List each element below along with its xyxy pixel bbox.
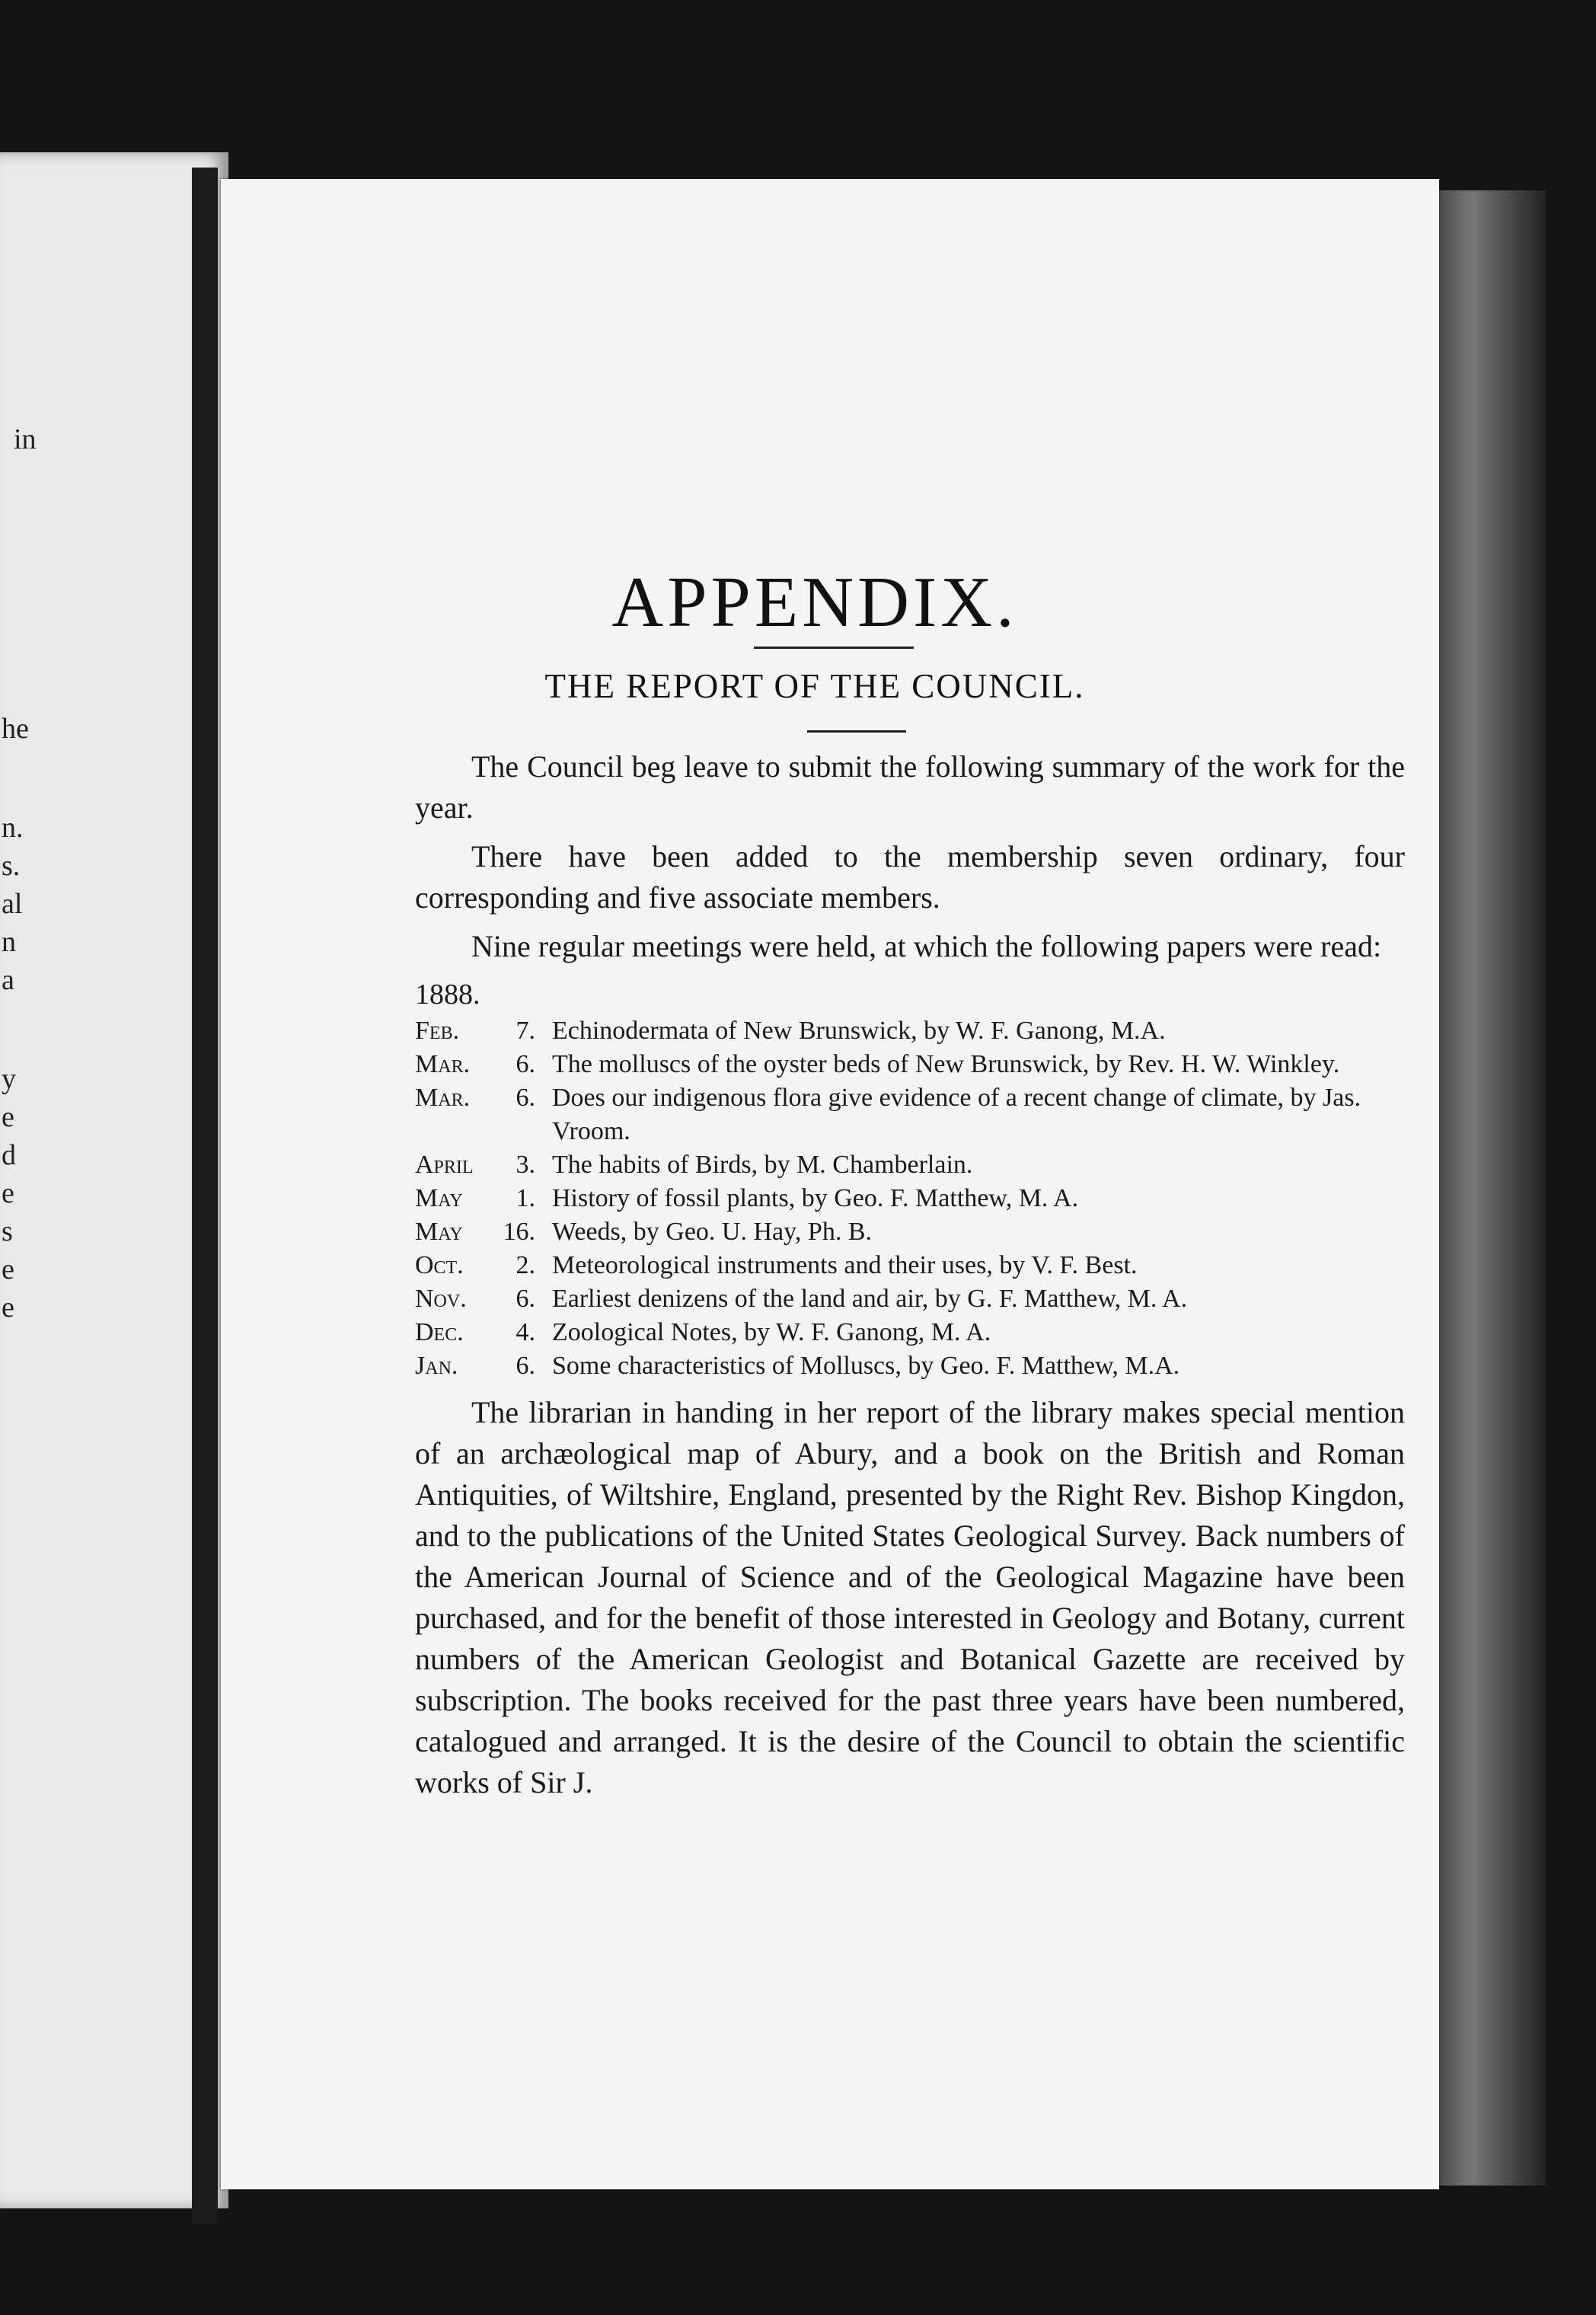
paper-month: Feb. <box>415 1017 460 1045</box>
paper-entry <box>415 1215 1405 1249</box>
paper-month: Dec. <box>415 1318 464 1346</box>
paper-title: Weeds, by Geo. U. Hay, Ph. B. <box>552 1218 873 1246</box>
paper-day: 4. <box>516 1318 535 1346</box>
heading-rule <box>754 647 914 649</box>
document-page <box>221 179 1439 2189</box>
subheading-rule <box>807 730 906 733</box>
paper-title: Zoological Notes, by W. F. Ganong, M. A. <box>552 1318 991 1346</box>
paper-day: 6. <box>516 1084 535 1112</box>
paper-month: Nov. <box>415 1285 467 1313</box>
appendix-heading: APPENDIX. <box>611 563 1018 642</box>
paper-entry <box>415 1349 1405 1383</box>
left-fragment: e <box>2 1253 14 1285</box>
left-fragment: e <box>2 1101 14 1133</box>
left-fragment: d <box>2 1139 16 1171</box>
paper-month: May <box>415 1218 463 1246</box>
paper-entry <box>415 1282 1405 1316</box>
left-fragment: n. <box>2 812 24 844</box>
paper-day: 6. <box>516 1285 535 1313</box>
paper-month: May <box>415 1184 463 1212</box>
paper-title: Does our indigenous flora give evidence of a recent change of climate, by Jas. Vroom. <box>552 1084 1361 1145</box>
paper-day: 6. <box>516 1352 535 1380</box>
paper-title: The habits of Birds, by M. Chamberlain. <box>552 1151 973 1179</box>
page-edges <box>1424 190 1546 2186</box>
book-gutter <box>192 168 218 2224</box>
left-fragment: e <box>2 1292 14 1324</box>
paper-day: 16. <box>503 1218 535 1246</box>
paper-day: 2. <box>516 1251 535 1279</box>
paper-title: Meteorological instruments and their uses, by V. F. Best. <box>552 1251 1138 1279</box>
meetings-paragraph: Nine regular meetings were held, at which the following papers were read: <box>471 929 1382 963</box>
paper-month: Mar. <box>415 1084 471 1112</box>
membership-paragraph: There have been added to the membership seven ordinary, four corresponding and five associate members. <box>415 839 1405 915</box>
paper-month: April <box>415 1151 474 1179</box>
left-fragment: al <box>2 888 23 920</box>
report-body <box>415 746 1405 1811</box>
paper-title: Echinodermata of New Brunswick, by W. F. Ganong, M.A. <box>552 1017 1166 1045</box>
paper-entry <box>415 1048 1405 1081</box>
paper-month: Oct. <box>415 1251 464 1279</box>
paper-title: History of fossil plants, by Geo. F. Matthew, M. A. <box>552 1184 1079 1212</box>
paper-entry <box>415 1014 1405 1048</box>
left-fragment: n <box>2 926 16 958</box>
left-fragment: e <box>2 1177 14 1209</box>
library-paragraph: The librarian in handing in her report of the library makes special mention of an archæological map of Abury, and a book on the British and Roman Antiquities, of Wiltshire, England, presented by the Right Rev. Bishop Kingdon, and to the publications of the United States Geological Survey. Back numbers of the American Journal of Science and of the Geological Magazine have been purchased, and for the benefit of those interested in Geology and Botany, current numbers of the American Geologist and Botanical Gazette are received by subscription. The books received for the past three years have been numbered, catalogued and arranged. It is the desire of the Council to obtain the scientific works of Sir J. <box>415 1395 1405 1799</box>
left-fragment: a <box>2 964 14 996</box>
paper-entry <box>415 1249 1405 1282</box>
paper-month: Jan. <box>415 1352 458 1380</box>
left-fragment: s. <box>2 850 21 882</box>
paper-entry <box>415 1316 1405 1349</box>
paper-day: 7. <box>516 1017 535 1045</box>
paper-entry <box>415 1148 1405 1182</box>
paper-title: Earliest denizens of the land and air, by G. F. Matthew, M. A. <box>552 1285 1188 1313</box>
paper-day: 3. <box>516 1151 535 1179</box>
left-fragment: s <box>2 1215 13 1247</box>
summary-paragraph: The Council beg leave to submit the following summary of the work for the year. <box>415 749 1405 825</box>
year-label: 1888. <box>415 979 480 1011</box>
paper-title: Some characteristics of Molluscs, by Geo. F. Matthew, M.A. <box>552 1352 1180 1380</box>
left-fragment: y <box>2 1063 16 1095</box>
left-fragment: he <box>2 713 29 745</box>
paper-title: The molluscs of the oyster beds of New Brunswick, by Rev. H. W. Winkley. <box>552 1050 1340 1078</box>
paper-day: 1. <box>516 1184 535 1212</box>
paper-day: 6. <box>516 1050 535 1078</box>
paper-entry <box>415 1081 1405 1148</box>
paper-entry <box>415 1182 1405 1215</box>
report-subheading: THE REPORT OF THE COUNCIL. <box>544 667 1085 705</box>
paper-month: Mar. <box>415 1050 471 1078</box>
papers-list <box>415 1014 1405 1383</box>
left-fragment: in <box>14 423 37 455</box>
